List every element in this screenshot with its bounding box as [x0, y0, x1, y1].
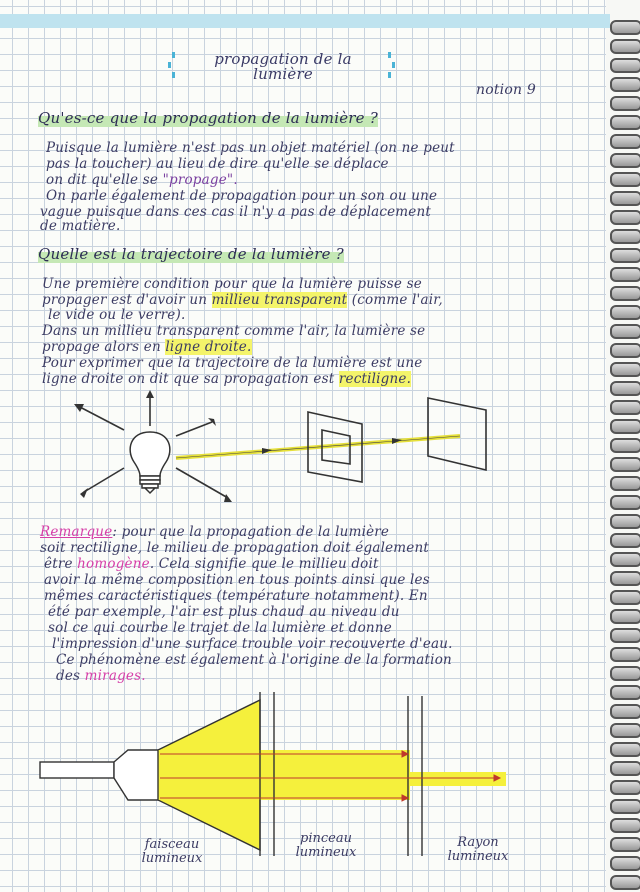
text-line: le vide ou le verre).: [48, 307, 186, 323]
text-line: propage alors en ligne droite.: [42, 339, 252, 355]
text-line: Une première condition pour que la lumière puisse se: [42, 276, 422, 292]
rectiligne-term: rectiligne.: [338, 371, 412, 387]
text-line: été par exemple, l'air est plus chaud au niveau du: [48, 604, 400, 620]
text-line: des mirages.: [56, 668, 146, 684]
propage-term: "propage".: [162, 172, 238, 188]
text-line: être homogène. Cela signifie que le millieu doit: [44, 556, 379, 572]
pinceau-label: pinceau lumineux: [295, 831, 357, 860]
text-line: Pour exprimer que la trajectoire de la lumière est une: [42, 355, 423, 371]
text-line: ligne droite on dit que sa propagation est rectiligne.: [42, 371, 412, 387]
homogene-term: homogène: [77, 556, 150, 572]
text-line: Dans un millieu transparent comme l'air, la lumière se: [42, 323, 426, 339]
text-line: de matière.: [40, 218, 121, 234]
text-line: vague puisque dans ces cas il n'y a pas de déplacement: [40, 204, 432, 220]
text-line: soit rectiligne, le milieu de propagation doit également: [40, 540, 429, 556]
text-line: pas la toucher) au lieu de dire qu'elle se déplace: [46, 156, 389, 172]
remarque-label: Remarque: [40, 524, 113, 540]
rayon-label: Rayon lumineux: [447, 835, 509, 864]
pinceau-shape: [158, 750, 410, 800]
section1-heading: Qu'es-ce que la propagation de la lumière ?: [38, 109, 378, 127]
milieu-transparent-term: millieu transparent: [211, 292, 348, 308]
page-title-line2: lumière: [253, 65, 313, 83]
text-line: avoir la même composition en tous points ainsi que les: [44, 572, 430, 588]
ligne-droite-term: ligne droite.: [165, 339, 252, 355]
text-line: propager est d'avoir un millieu transparent (comme l'air,: [42, 292, 443, 308]
text-line: Remarque: pour que la propagation de la lumière: [40, 524, 390, 540]
flashlight-icon: [40, 750, 158, 800]
text-line: on dit qu'elle se "propage".: [46, 172, 238, 188]
mirages-term: mirages.: [84, 668, 146, 684]
rayon-shape: [410, 772, 506, 786]
text-line: Ce phénomène est également à l'origine de la formation: [56, 652, 452, 668]
text-line: sol ce qui courbe le trajet de la lumière et donne: [48, 620, 392, 636]
text-line: mêmes caractéristiques (température notamment). En: [44, 588, 428, 604]
page-title-line1: propagation de la: [214, 50, 352, 68]
notion-number: notion 9: [476, 82, 536, 98]
faisceau-label: faisceau lumineux: [141, 837, 203, 866]
section2-heading: Quelle est la trajectoire de la lumière ?: [38, 245, 344, 263]
text-line: Puisque la lumière n'est pas un objet matériel (on ne peut: [46, 140, 455, 156]
text-line: l'impression d'une surface trouble voir recouverte d'eau.: [52, 636, 453, 652]
text-line: On parle également de propagation pour un son ou une: [46, 188, 438, 204]
